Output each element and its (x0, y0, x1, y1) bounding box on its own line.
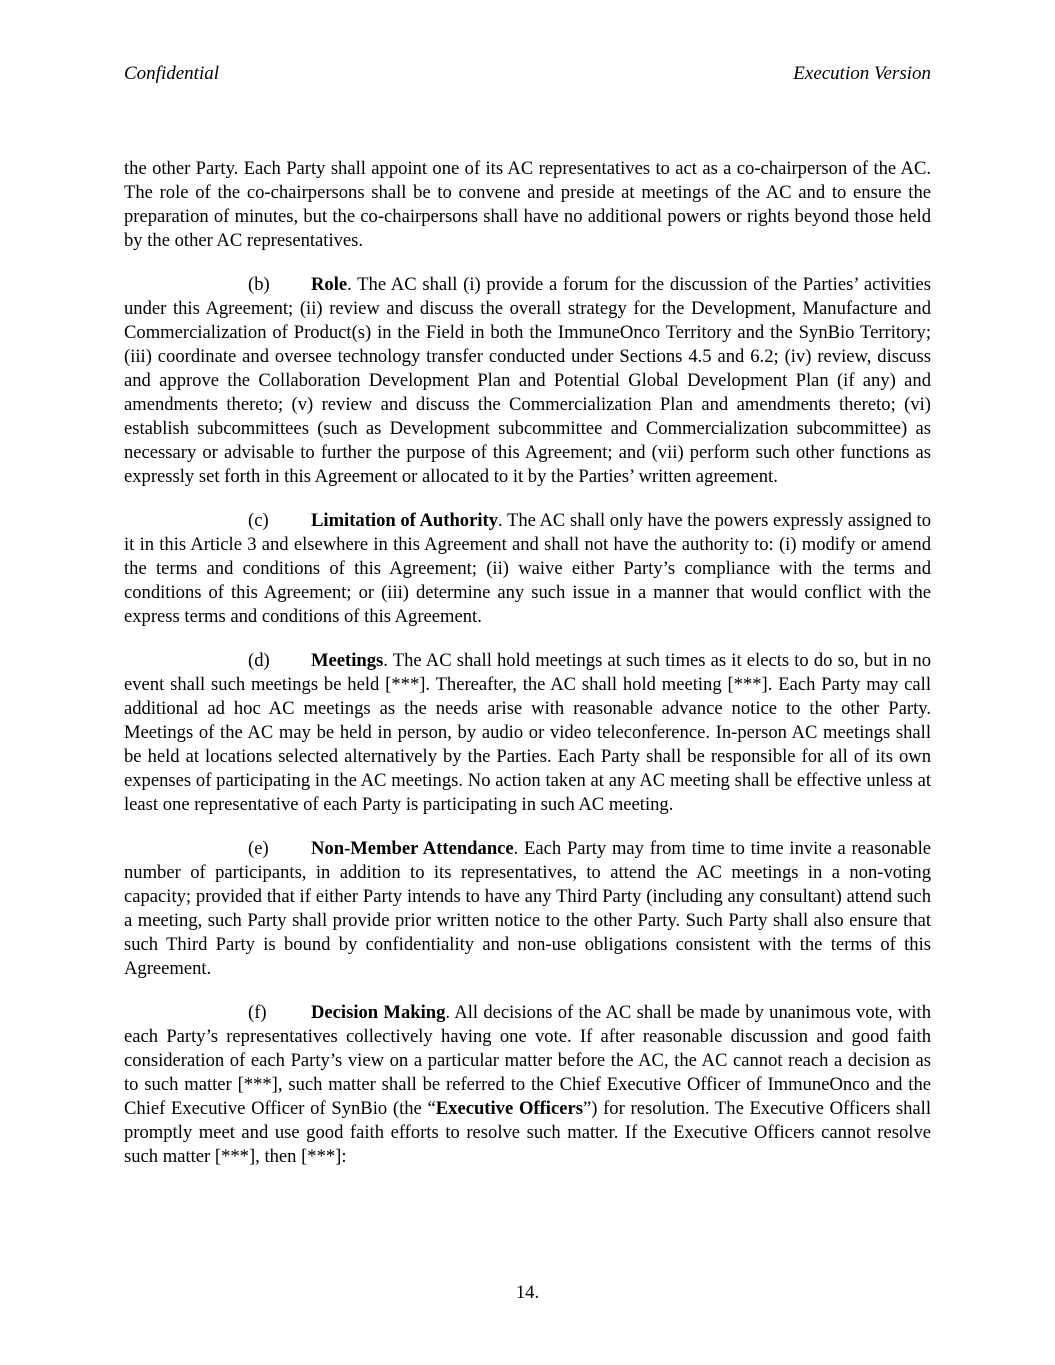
version-label: Execution Version (793, 63, 931, 84)
section-d-paragraph (124, 649, 931, 817)
section-c-text: . The AC shall only have the powers expressly assigned to it in this Article 3 and elsewhere in this Agreement and shall not have the authority to: (i) modify or amend the terms and conditions of this Agreement; (ii) waive either Party’s compliance with the terms and conditions of this Agreement; or (iii) determine any such issue in a manner that would conflict with the express terms and conditions of this Agreement. (124, 510, 931, 627)
section-e-heading: Non-Member Attendance (311, 838, 514, 859)
section-b-label: (b) (248, 274, 270, 295)
section-b-heading: Role (311, 274, 348, 295)
section-e-label: (e) (248, 838, 269, 859)
section-f-heading: Decision Making (311, 1002, 446, 1023)
defined-term-executive-officers: Executive Officers (435, 1098, 583, 1119)
document-body (124, 157, 931, 1189)
section-f-paragraph (124, 1001, 931, 1169)
section-e-text: . Each Party may from time to time invite a reasonable number of participants, in addition to its representatives, to attend the AC meetings in a non-voting capacity; provided that if either Party intends to have any Third Party (including any consultant) attend such a meeting, such Party shall provide prior written notice to the other Party. Such Party shall also ensure that such Third Party is bound by confidentiality and non-use obligations consistent with the terms of this Agreement. (124, 838, 931, 979)
section-d-text: . The AC shall hold meetings at such times as it elects to do so, but in no event shall such meetings be held [***]. Thereafter, the AC shall hold meeting [***]. Each Party may call additional ad hoc AC meetings as the needs arise with reasonable advance notice to the other Party. Meetings of the AC may be held in person, by audio or video teleconference. In-person AC meetings shall be held at locations selected alternatively by the Parties. Each Party shall be responsible for all of its own expenses of participating in the AC meetings. No action taken at any AC meeting shall be effective unless at least one representative of each Party is participating in such AC meeting. (124, 650, 931, 815)
section-e-paragraph (124, 837, 931, 981)
section-c-paragraph (124, 509, 931, 629)
section-c-label: (c) (248, 510, 269, 531)
section-b-text: . The AC shall (i) provide a forum for the discussion of the Parties’ activities under this Agreement; (ii) review and discuss the overall strategy for the Development, Manufacture and Commercialization of Product(s) in the Field in both the ImmuneOnco Territory and the SynBio Territory; (iii) coordinate and oversee technology transfer conducted under Sections 4.5 and 6.2; (iv) review, discuss and approve the Collaboration Development Plan and Potential Global Development Plan (if any) and amendments thereto; (v) review and discuss the Commercialization Plan and amendments thereto; (vi) establish subcommittees (such as Development subcommittee and Commercialization subcommittee) as necessary or advisable to further the purpose of this Agreement; and (vii) perform such other functions as expressly set forth in this Agreement or allocated to it by the Parties’ written agreement. (124, 274, 931, 487)
section-f-label: (f) (248, 1002, 267, 1023)
section-c-heading: Limitation of Authority (311, 510, 498, 531)
page-number: 14. (515, 1282, 540, 1303)
section-b-paragraph (124, 273, 931, 489)
section-f-text-before: . All decisions of the AC shall be made by unanimous vote, with each Party’s representatives collectively having one vote. If after reasonable discussion and good faith consideration of each Party’s view on a particular matter before the AC, the AC cannot reach a decision as to such matter [***], such matter shall be referred to the Chief Executive Officer of ImmuneOnco and the Chief Executive Officer of SynBio (the “ (124, 1002, 932, 1119)
section-d-label: (d) (248, 650, 270, 671)
section-f-text-after: ”) for resolution. The Executive Officers shall promptly meet and use good faith efforts to resolve such matter. If the Executive Officers cannot resolve such matter [***], then [***]: (124, 1098, 932, 1167)
intro-paragraph: the other Party. Each Party shall appoint one of its AC representatives to act as a co-chairperson of the AC. The role of the co-chairpersons shall be to convene and preside at meetings of the AC and to ensure the preparation of minutes, but the co-chairpersons shall have no additional powers or rights beyond those held by the other AC representatives. (124, 158, 931, 251)
section-d-heading: Meetings (311, 650, 384, 671)
confidential-label: Confidential (124, 63, 219, 84)
